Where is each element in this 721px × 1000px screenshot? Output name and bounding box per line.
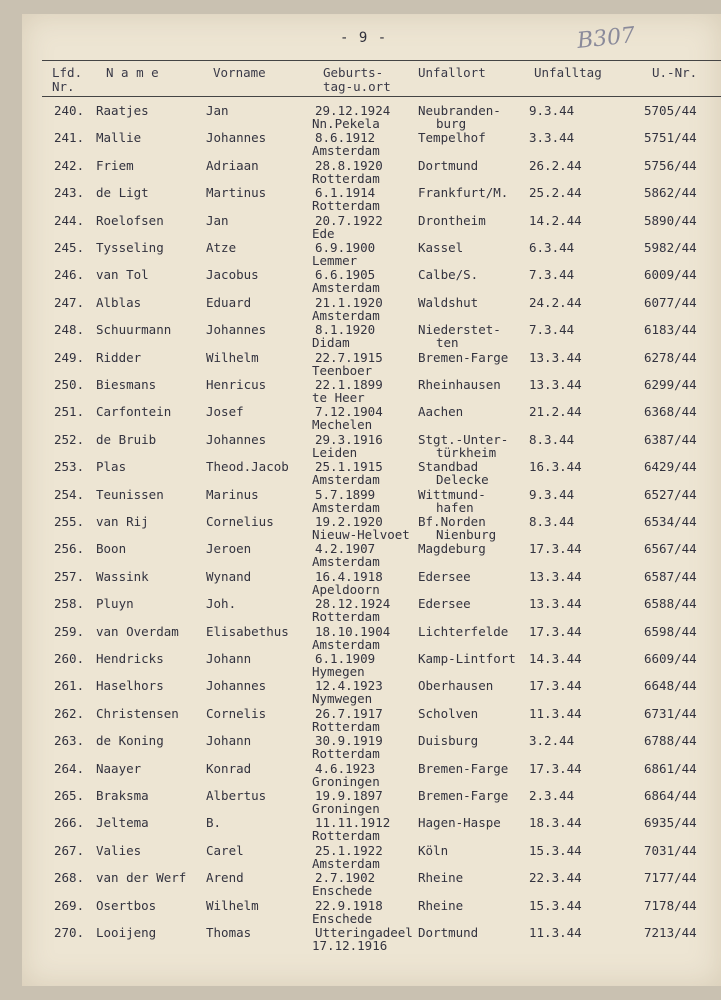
- table-row: [22, 460, 721, 487]
- row-unfallort: Duisburg: [418, 733, 479, 749]
- row-name: de Ligt: [96, 185, 149, 201]
- row-nr: 267.: [54, 842, 85, 858]
- row-nr: 248.: [54, 322, 85, 338]
- row-nr: 270.: [54, 925, 85, 940]
- row-gebdatum: 2.7.1902: [315, 870, 376, 886]
- row-unfallort: Kamp-Lintfort: [418, 651, 516, 666]
- row-gebdatum: 4.2.1907: [315, 541, 376, 557]
- row-unfalltag: 18.3.44: [529, 815, 582, 831]
- row-unr: 7031/44: [644, 842, 697, 858]
- row-name: Haselhors: [96, 678, 164, 694]
- row-geburtsort: te Heer: [312, 390, 365, 405]
- row-unfalltag: 21.2.44: [529, 404, 582, 420]
- row-geburtsort: Apeldoorn: [312, 581, 380, 597]
- row-geburtsort: Nn.Pekela: [312, 116, 380, 131]
- table-row: [22, 104, 721, 131]
- row-vorname: Konrad: [206, 760, 252, 776]
- row-geburtsort: Rotterdam: [312, 746, 380, 762]
- row-unr: 6429/44: [644, 459, 697, 475]
- row-name: van Overdam: [96, 623, 179, 639]
- row-unfallort: Niederstet-: [418, 322, 501, 338]
- row-unfalltag: 17.3.44: [529, 623, 582, 639]
- row-vorname: Elisabethus: [206, 623, 289, 639]
- row-geburtsort: Leiden: [312, 444, 358, 460]
- row-nr: 247.: [54, 294, 85, 310]
- row-vorname: Henricus: [206, 377, 267, 392]
- row-gebdatum: 7.12.1904: [315, 404, 383, 420]
- row-vorname: Wilhelm: [206, 897, 259, 913]
- table-row: [22, 268, 721, 295]
- row-name: Carfontein: [96, 404, 172, 420]
- row-unfallort: Kassel: [418, 240, 464, 255]
- row-geburtsort: Nieuw-Helvoet: [312, 527, 410, 542]
- row-unfallort: Köln: [418, 842, 449, 858]
- row-unfalltag: 17.3.44: [529, 541, 582, 557]
- row-unfalltag: 8.3.44: [529, 431, 575, 447]
- row-unr: 6588/44: [644, 596, 697, 612]
- row-unr: 6009/44: [644, 267, 697, 283]
- table-row: [22, 816, 721, 843]
- row-gebdatum: 6.1.1909: [315, 651, 376, 666]
- row-gebdatum: 25.1.1915: [315, 459, 383, 475]
- row-gebdatum: 21.1.1920: [315, 294, 383, 310]
- row-gebdatum: 22.7.1915: [315, 349, 383, 365]
- row-vorname: Johann: [206, 651, 252, 666]
- row-unfallort: Aachen: [418, 404, 464, 420]
- row-vorname: Johannes: [206, 431, 267, 447]
- row-geburtsort: Rotterdam: [312, 170, 380, 186]
- row-unfalltag: 7.3.44: [529, 322, 575, 338]
- row-vorname: Josef: [206, 404, 244, 420]
- row-unr: 6368/44: [644, 404, 697, 420]
- row-nr: 241.: [54, 130, 85, 146]
- row-unfalltag: 9.3.44: [529, 103, 575, 118]
- row-unfalltag: 6.3.44: [529, 240, 575, 255]
- row-unfalltag: 13.3.44: [529, 377, 582, 392]
- row-name: Looijeng: [96, 925, 157, 940]
- row-unr: 7177/44: [644, 870, 697, 886]
- row-unfalltag: 17.3.44: [529, 760, 582, 776]
- row-vorname: Adriaan: [206, 157, 259, 173]
- row-unfallort-cont: ten: [436, 335, 459, 351]
- row-unfallort: Edersee: [418, 596, 471, 612]
- row-nr: 261.: [54, 678, 85, 694]
- row-name: Boon: [96, 541, 127, 557]
- row-vorname: Thomas: [206, 925, 252, 940]
- header-unfalltag: Unfalltag: [534, 65, 602, 80]
- row-nr: 249.: [54, 349, 85, 365]
- row-name: Alblas: [96, 294, 142, 310]
- row-unfalltag: 11.3.44: [529, 705, 582, 721]
- row-unfalltag: 8.3.44: [529, 514, 575, 529]
- table-row: [22, 734, 721, 761]
- row-gebdatum: 28.12.1924: [315, 596, 391, 612]
- row-unr: 6935/44: [644, 815, 697, 831]
- row-geburtsort: Amsterdam: [312, 472, 380, 488]
- header-rule-bottom: [42, 96, 721, 97]
- table-row: [22, 488, 721, 515]
- row-name: Schuurmann: [96, 322, 172, 338]
- row-unr: 6648/44: [644, 678, 697, 694]
- row-name: Jeltema: [96, 815, 149, 831]
- row-unfalltag: 14.2.44: [529, 212, 582, 228]
- header-nr: Lfd. Nr.: [52, 65, 83, 94]
- row-vorname: Jan: [206, 103, 229, 118]
- row-geburtsort: Didam: [312, 335, 350, 351]
- row-gebdatum: 29.3.1916: [315, 431, 383, 447]
- row-vorname: Wynand: [206, 568, 252, 584]
- row-nr: 257.: [54, 568, 85, 584]
- row-geburtsort: Enschede: [312, 883, 373, 899]
- row-name: Valies: [96, 842, 142, 858]
- row-vorname: Johannes: [206, 130, 267, 146]
- row-unfallort: Magdeburg: [418, 541, 486, 557]
- table-row: [22, 351, 721, 378]
- table-row: [22, 871, 721, 898]
- row-unr: 6278/44: [644, 349, 697, 365]
- row-unfallort-cont: hafen: [436, 499, 474, 515]
- row-gebdatum: 22.9.1918: [315, 897, 383, 913]
- row-geburtsort: Amsterdam: [312, 307, 380, 323]
- row-geburtsort: Rotterdam: [312, 718, 380, 734]
- row-unfallort: Dortmund: [418, 157, 479, 173]
- row-geburtsort: Hymegen: [312, 664, 365, 679]
- row-unfalltag: 16.3.44: [529, 459, 582, 475]
- row-vorname: Cornelis: [206, 705, 267, 721]
- row-unfallort: Waldshut: [418, 294, 479, 310]
- row-nr: 256.: [54, 541, 85, 557]
- row-gebdatum: 6.1.1914: [315, 185, 376, 201]
- row-unfallort: Bf.Norden: [418, 514, 486, 529]
- table-row: [22, 542, 721, 569]
- row-name: Raatjes: [96, 103, 149, 118]
- row-vorname: Johannes: [206, 322, 267, 338]
- row-gebdatum: 26.7.1917: [315, 705, 383, 721]
- row-unfalltag: 13.3.44: [529, 596, 582, 612]
- row-nr: 251.: [54, 404, 85, 420]
- row-unr: 5862/44: [644, 185, 697, 201]
- row-name: Hendricks: [96, 651, 164, 666]
- row-unfalltag: 15.3.44: [529, 897, 582, 913]
- row-vorname: Carel: [206, 842, 244, 858]
- row-gebdatum: 19.2.1920: [315, 514, 383, 529]
- row-nr: 268.: [54, 870, 85, 886]
- row-unfalltag: 24.2.44: [529, 294, 582, 310]
- row-unfallort-cont: burg: [436, 116, 467, 131]
- row-unr: 6299/44: [644, 377, 697, 392]
- row-name: Teunissen: [96, 486, 164, 502]
- row-nr: 264.: [54, 760, 85, 776]
- row-unfallort: Scholven: [418, 705, 479, 721]
- row-gebdatum: 22.1.1899: [315, 377, 383, 392]
- row-nr: 258.: [54, 596, 85, 612]
- row-gebdatum: 6.9.1900: [315, 240, 376, 255]
- row-unr: 5982/44: [644, 240, 697, 255]
- row-nr: 252.: [54, 431, 85, 447]
- table-row: [22, 214, 721, 241]
- row-unfallort: Rheine: [418, 870, 464, 886]
- row-unfallort: Hagen-Haspe: [418, 815, 501, 831]
- table-row: [22, 597, 721, 624]
- row-name: Wassink: [96, 568, 149, 584]
- row-geburtsort: Amsterdam: [312, 855, 380, 871]
- header-vorname: Vorname: [213, 65, 266, 80]
- row-geburtsort: Ede: [312, 225, 335, 241]
- row-unfallort: Bremen-Farge: [418, 788, 509, 803]
- row-unr: 6183/44: [644, 322, 697, 338]
- row-geburtsort: Groningen: [312, 773, 380, 789]
- table-row: [22, 323, 721, 350]
- row-nr: 243.: [54, 185, 85, 201]
- row-unfallort: Calbe/S.: [418, 267, 479, 283]
- row-name: Biesmans: [96, 377, 157, 392]
- row-nr: 266.: [54, 815, 85, 831]
- row-name: Plas: [96, 459, 127, 475]
- row-unr: 5756/44: [644, 157, 697, 173]
- row-vorname: Eduard: [206, 294, 252, 310]
- row-geburtsort: Amsterdam: [312, 499, 380, 515]
- row-unr: 6587/44: [644, 568, 697, 584]
- handwritten-note: B307: [575, 23, 637, 54]
- row-nr: 259.: [54, 623, 85, 639]
- row-unfalltag: 3.3.44: [529, 130, 575, 146]
- row-nr: 260.: [54, 651, 85, 666]
- row-geburtsort: Amsterdam: [312, 280, 380, 296]
- row-geburtsort: Nymwegen: [312, 691, 373, 707]
- row-unr: 6731/44: [644, 705, 697, 721]
- table-row: [22, 679, 721, 706]
- row-unr: 6527/44: [644, 486, 697, 502]
- row-name: Mallie: [96, 130, 142, 146]
- row-unfallort: Neubranden-: [418, 103, 501, 118]
- row-unfalltag: 2.3.44: [529, 788, 575, 803]
- row-unfalltag: 13.3.44: [529, 349, 582, 365]
- row-gebdatum: 8.6.1912: [315, 130, 376, 146]
- row-unfallort: Edersee: [418, 568, 471, 584]
- row-name: Naayer: [96, 760, 142, 776]
- row-unr: 6861/44: [644, 760, 697, 776]
- row-nr: 269.: [54, 897, 85, 913]
- row-gebdatum: 8.1.1920: [315, 322, 376, 338]
- row-gebdatum: 12.4.1923: [315, 678, 383, 694]
- header-rule-top: [42, 60, 721, 61]
- row-nr: 255.: [54, 514, 85, 529]
- row-name: de Koning: [96, 733, 164, 749]
- row-unr: 6609/44: [644, 651, 697, 666]
- table-row: [22, 159, 721, 186]
- row-unfalltag: 7.3.44: [529, 267, 575, 283]
- row-vorname: Marinus: [206, 486, 259, 502]
- table-row: [22, 570, 721, 597]
- row-unr: 7178/44: [644, 897, 697, 913]
- row-name: Tysseling: [96, 240, 164, 255]
- table-row: [22, 241, 721, 268]
- row-vorname: Johann: [206, 733, 252, 749]
- row-name: Friem: [96, 157, 134, 173]
- row-vorname: Jan: [206, 212, 229, 228]
- row-vorname: Theod.Jacob: [206, 459, 289, 475]
- row-unfallort: Dortmund: [418, 925, 479, 940]
- row-unfallort: Frankfurt/M.: [418, 185, 509, 201]
- row-unfalltag: 11.3.44: [529, 925, 582, 940]
- row-nr: 250.: [54, 377, 85, 392]
- table-row: [22, 405, 721, 432]
- row-name: van Rij: [96, 514, 149, 529]
- row-gebdatum: 16.4.1918: [315, 568, 383, 584]
- row-unfalltag: 13.3.44: [529, 568, 582, 584]
- row-unfallort: Bremen-Farge: [418, 349, 509, 365]
- row-geburtsort: Amsterdam: [312, 554, 380, 570]
- row-unfalltag: 22.3.44: [529, 870, 582, 886]
- table-row: [22, 186, 721, 213]
- row-unr: 6534/44: [644, 514, 697, 529]
- row-geburtsort: Mechelen: [312, 417, 373, 433]
- table-row: [22, 899, 721, 926]
- row-gebdatum: 28.8.1920: [315, 157, 383, 173]
- header-unfallort: Unfallort: [418, 65, 486, 80]
- row-unfallort: Standbad: [418, 459, 479, 475]
- row-nr: 245.: [54, 240, 85, 255]
- header-unr: U.-Nr.: [652, 65, 698, 80]
- row-name: Braksma: [96, 788, 149, 803]
- row-vorname: Arend: [206, 870, 244, 886]
- row-name: Ridder: [96, 349, 142, 365]
- row-unfalltag: 15.3.44: [529, 842, 582, 858]
- row-nr: 240.: [54, 103, 85, 118]
- row-gebdatum: 20.7.1922: [315, 212, 383, 228]
- row-unfallort: Bremen-Farge: [418, 760, 509, 776]
- row-nr: 242.: [54, 157, 85, 173]
- row-unfallort: Rheine: [418, 897, 464, 913]
- row-nr: 263.: [54, 733, 85, 749]
- row-nr: 244.: [54, 212, 85, 228]
- table-row: [22, 652, 721, 679]
- row-vorname: Jeroen: [206, 541, 252, 557]
- row-vorname: Atze: [206, 240, 237, 255]
- row-geburtsort: Enschede: [312, 910, 373, 926]
- row-gebdatum: Utteringadeel: [315, 925, 413, 940]
- row-geburtsort: Lemmer: [312, 253, 358, 268]
- row-unr: 5751/44: [644, 130, 697, 146]
- row-geburtsort: Rotterdam: [312, 198, 380, 214]
- row-geburtsort: 17.12.1916: [312, 938, 388, 953]
- row-gebdatum: 25.1.1922: [315, 842, 383, 858]
- row-gebdatum: 11.11.1912: [315, 815, 391, 831]
- header-name: N a m e: [106, 65, 159, 80]
- table-row: [22, 707, 721, 734]
- row-unfalltag: 14.3.44: [529, 651, 582, 666]
- row-unr: 6864/44: [644, 788, 697, 803]
- row-unfallort: Stgt.-Unter-: [418, 431, 509, 447]
- row-geburtsort: Amsterdam: [312, 143, 380, 159]
- row-vorname: Jacobus: [206, 267, 259, 283]
- row-nr: 254.: [54, 486, 85, 502]
- row-vorname: Joh.: [206, 596, 237, 612]
- row-vorname: Albertus: [206, 788, 267, 803]
- row-unfallort: Tempelhof: [418, 130, 486, 146]
- table-row: [22, 789, 721, 816]
- row-nr: 262.: [54, 705, 85, 721]
- table-row: [22, 378, 721, 405]
- row-unr: 7213/44: [644, 925, 697, 940]
- row-name: Christensen: [96, 705, 179, 721]
- table-row: [22, 625, 721, 652]
- row-geburtsort: Groningen: [312, 801, 380, 816]
- row-unr: 5890/44: [644, 212, 697, 228]
- row-unfallort: Oberhausen: [418, 678, 494, 694]
- row-unfallort: Drontheim: [418, 212, 486, 228]
- header-geburt: Geburts- tag-u.ort: [323, 65, 391, 94]
- row-name: de Bruib: [96, 431, 157, 447]
- row-unfalltag: 3.2.44: [529, 733, 575, 749]
- row-unr: 5705/44: [644, 103, 697, 118]
- row-unr: 6567/44: [644, 541, 697, 557]
- row-name: Osertbos: [96, 897, 157, 913]
- row-name: van Tol: [96, 267, 149, 283]
- page-number: - 9 -: [340, 30, 388, 46]
- row-unr: 6387/44: [644, 431, 697, 447]
- row-unfallort: Lichterfelde: [418, 623, 509, 639]
- table-row: [22, 844, 721, 871]
- row-unfalltag: 9.3.44: [529, 486, 575, 502]
- row-gebdatum: 6.6.1905: [315, 267, 376, 283]
- row-vorname: Martinus: [206, 185, 267, 201]
- row-gebdatum: 29.12.1924: [315, 103, 391, 118]
- row-nr: 246.: [54, 267, 85, 283]
- row-unfalltag: 25.2.44: [529, 185, 582, 201]
- row-unr: 6077/44: [644, 294, 697, 310]
- row-unr: 6598/44: [644, 623, 697, 639]
- row-unfallort-cont: türkheim: [436, 444, 497, 460]
- table-row: [22, 296, 721, 323]
- table-row: [22, 926, 721, 953]
- row-unfalltag: 17.3.44: [529, 678, 582, 694]
- row-gebdatum: 4.6.1923: [315, 760, 376, 776]
- row-unfallort: Wittmund-: [418, 486, 486, 502]
- row-nr: 265.: [54, 788, 85, 803]
- document-page: [22, 14, 721, 986]
- row-vorname: Johannes: [206, 678, 267, 694]
- row-nr: 253.: [54, 459, 85, 475]
- row-unfallort-cont: Nienburg: [436, 527, 497, 542]
- row-gebdatum: 5.7.1899: [315, 486, 376, 502]
- row-gebdatum: 30.9.1919: [315, 733, 383, 749]
- row-unfallort: Rheinhausen: [418, 377, 501, 392]
- row-geburtsort: Teenboer: [312, 362, 373, 378]
- table-row: [22, 515, 721, 542]
- row-vorname: Wilhelm: [206, 349, 259, 365]
- row-geburtsort: Rotterdam: [312, 828, 380, 844]
- row-unr: 6788/44: [644, 733, 697, 749]
- row-gebdatum: 19.9.1897: [315, 788, 383, 803]
- table-row: [22, 131, 721, 158]
- row-vorname: B.: [206, 815, 222, 831]
- row-geburtsort: Amsterdam: [312, 636, 380, 652]
- row-vorname: Cornelius: [206, 514, 274, 529]
- row-name: van der Werf: [96, 870, 187, 886]
- row-unfalltag: 26.2.44: [529, 157, 582, 173]
- row-unfallort-cont: Delecke: [436, 472, 489, 488]
- table-row: [22, 433, 721, 460]
- row-geburtsort: Rotterdam: [312, 609, 380, 625]
- row-name: Pluyn: [96, 596, 134, 612]
- row-gebdatum: 18.10.1904: [315, 623, 391, 639]
- row-name: Roelofsen: [96, 212, 164, 228]
- table-row: [22, 762, 721, 789]
